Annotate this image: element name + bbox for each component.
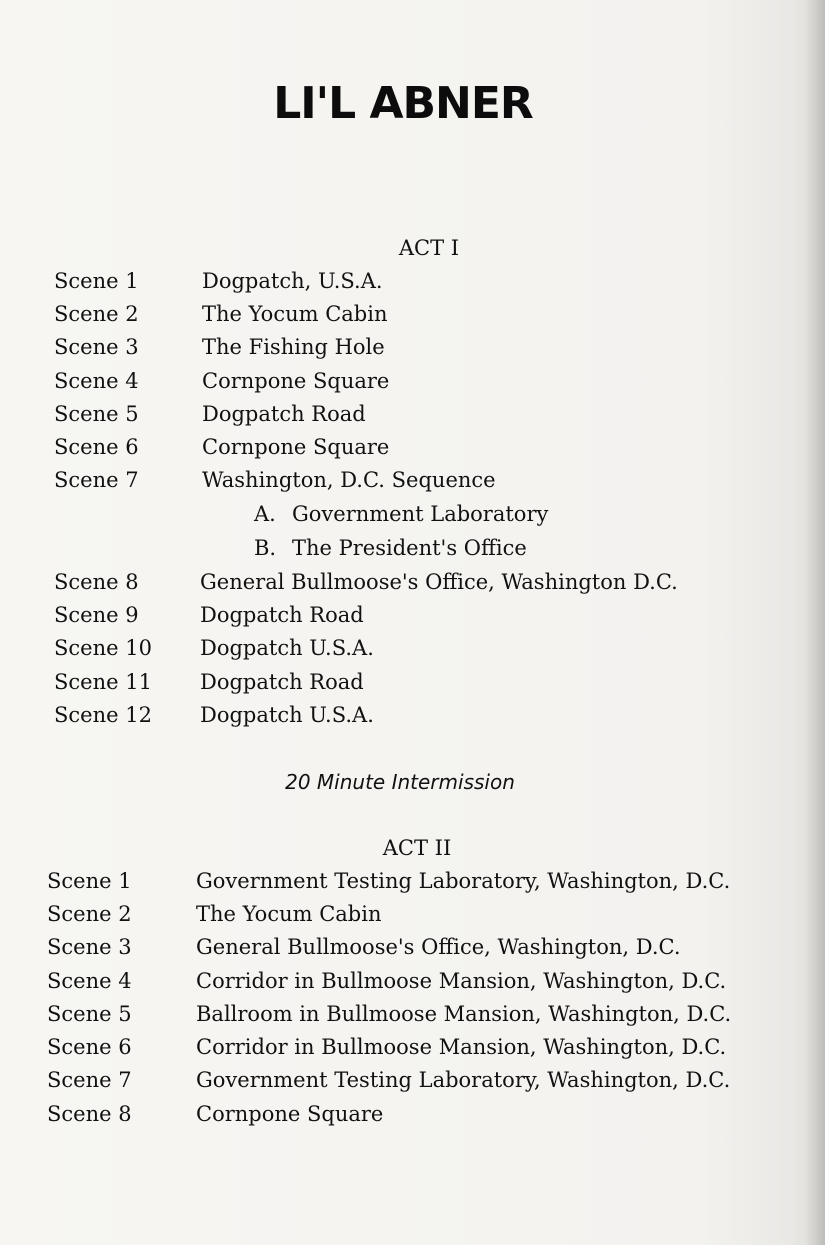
scene-row [47,931,731,964]
scene-location: Dogpatch, U.S.A. [202,268,383,293]
scene-location: General Bullmoose's Office, Washington D.C. [200,569,678,594]
subscene-letter: B. [254,536,277,561]
act-two-heading: ACT II [382,836,452,860]
scene-row [47,1030,731,1063]
scene-location: Dogpatch Road [202,401,366,426]
scene-location: Dogpatch Road [200,669,364,694]
scene-row [47,897,731,930]
scene-number: Scene 5 [47,1001,132,1026]
subscene-row [54,531,678,565]
scene-row [54,464,678,497]
scene-number: Scene 2 [54,301,139,326]
scene-row [54,665,678,698]
intermission-note: 20 Minute Intermission [285,770,515,794]
scene-row [54,397,678,430]
scene-number: Scene 11 [54,669,152,694]
scene-location: Cornpone Square [202,368,390,393]
page-title: LI'L ABNER [273,78,533,129]
act-one-scene-list [54,264,678,732]
scene-row [54,264,678,297]
scene-location: Dogpatch U.S.A. [200,636,374,661]
subscene-letter: A. [254,502,276,527]
scene-row [47,1097,731,1130]
scene-row [54,331,678,364]
scene-number: Scene 7 [47,1068,132,1093]
scene-row [54,364,678,397]
scene-row [47,964,731,997]
scene-row [47,997,731,1030]
scene-number: Scene 8 [54,569,139,594]
scene-location: Corridor in Bullmoose Mansion, Washington, D.C. [196,1035,727,1060]
scene-location: The Fishing Hole [202,335,385,360]
act-one-heading: ACT I [398,236,460,260]
subscene-location: Government Laboratory [292,502,549,527]
scene-row [54,698,678,731]
scene-number: Scene 12 [54,702,152,727]
scene-row [54,297,678,330]
scene-row [47,1064,731,1097]
scene-number: Scene 1 [47,868,132,893]
scene-location: The Yocum Cabin [202,301,388,326]
subscene-row [54,497,678,531]
scene-row [54,565,678,598]
scene-row [47,864,731,897]
scene-number: Scene 3 [47,935,132,960]
scene-location: Ballroom in Bullmoose Mansion, Washington, D.C. [196,1001,732,1026]
scene-number: Scene 9 [54,603,139,628]
scene-number: Scene 3 [54,335,139,360]
scene-row [54,430,678,463]
scene-location: The Yocum Cabin [196,901,382,926]
scene-number: Scene 10 [54,636,152,661]
scene-location: Dogpatch U.S.A. [200,702,374,727]
scene-number: Scene 4 [47,968,132,993]
scene-number: Scene 4 [54,368,139,393]
scene-number: Scene 7 [54,468,139,493]
scene-row [54,632,678,665]
scene-number: Scene 1 [54,268,139,293]
scene-location: Cornpone Square [196,1101,384,1126]
page-edge-shadow [803,0,825,1245]
scene-location: Government Testing Laboratory, Washington, D.C. [196,868,731,893]
scene-number: Scene 6 [54,435,139,460]
scene-location: Government Testing Laboratory, Washington, D.C. [196,1068,731,1093]
subscene-location: The President's Office [292,536,527,561]
scene-number: Scene 8 [47,1101,132,1126]
scene-number: Scene 2 [47,901,132,926]
scene-location: Corridor in Bullmoose Mansion, Washington, D.C. [196,968,727,993]
scene-row [54,598,678,631]
scene-location: Cornpone Square [202,435,390,460]
scene-location: General Bullmoose's Office, Washington, D.C. [196,935,681,960]
scene-number: Scene 5 [54,401,139,426]
scene-location: Dogpatch Road [200,603,364,628]
scene-location: Washington, D.C. Sequence [202,468,496,493]
act-two-scene-list [47,864,731,1130]
scene-number: Scene 6 [47,1035,132,1060]
